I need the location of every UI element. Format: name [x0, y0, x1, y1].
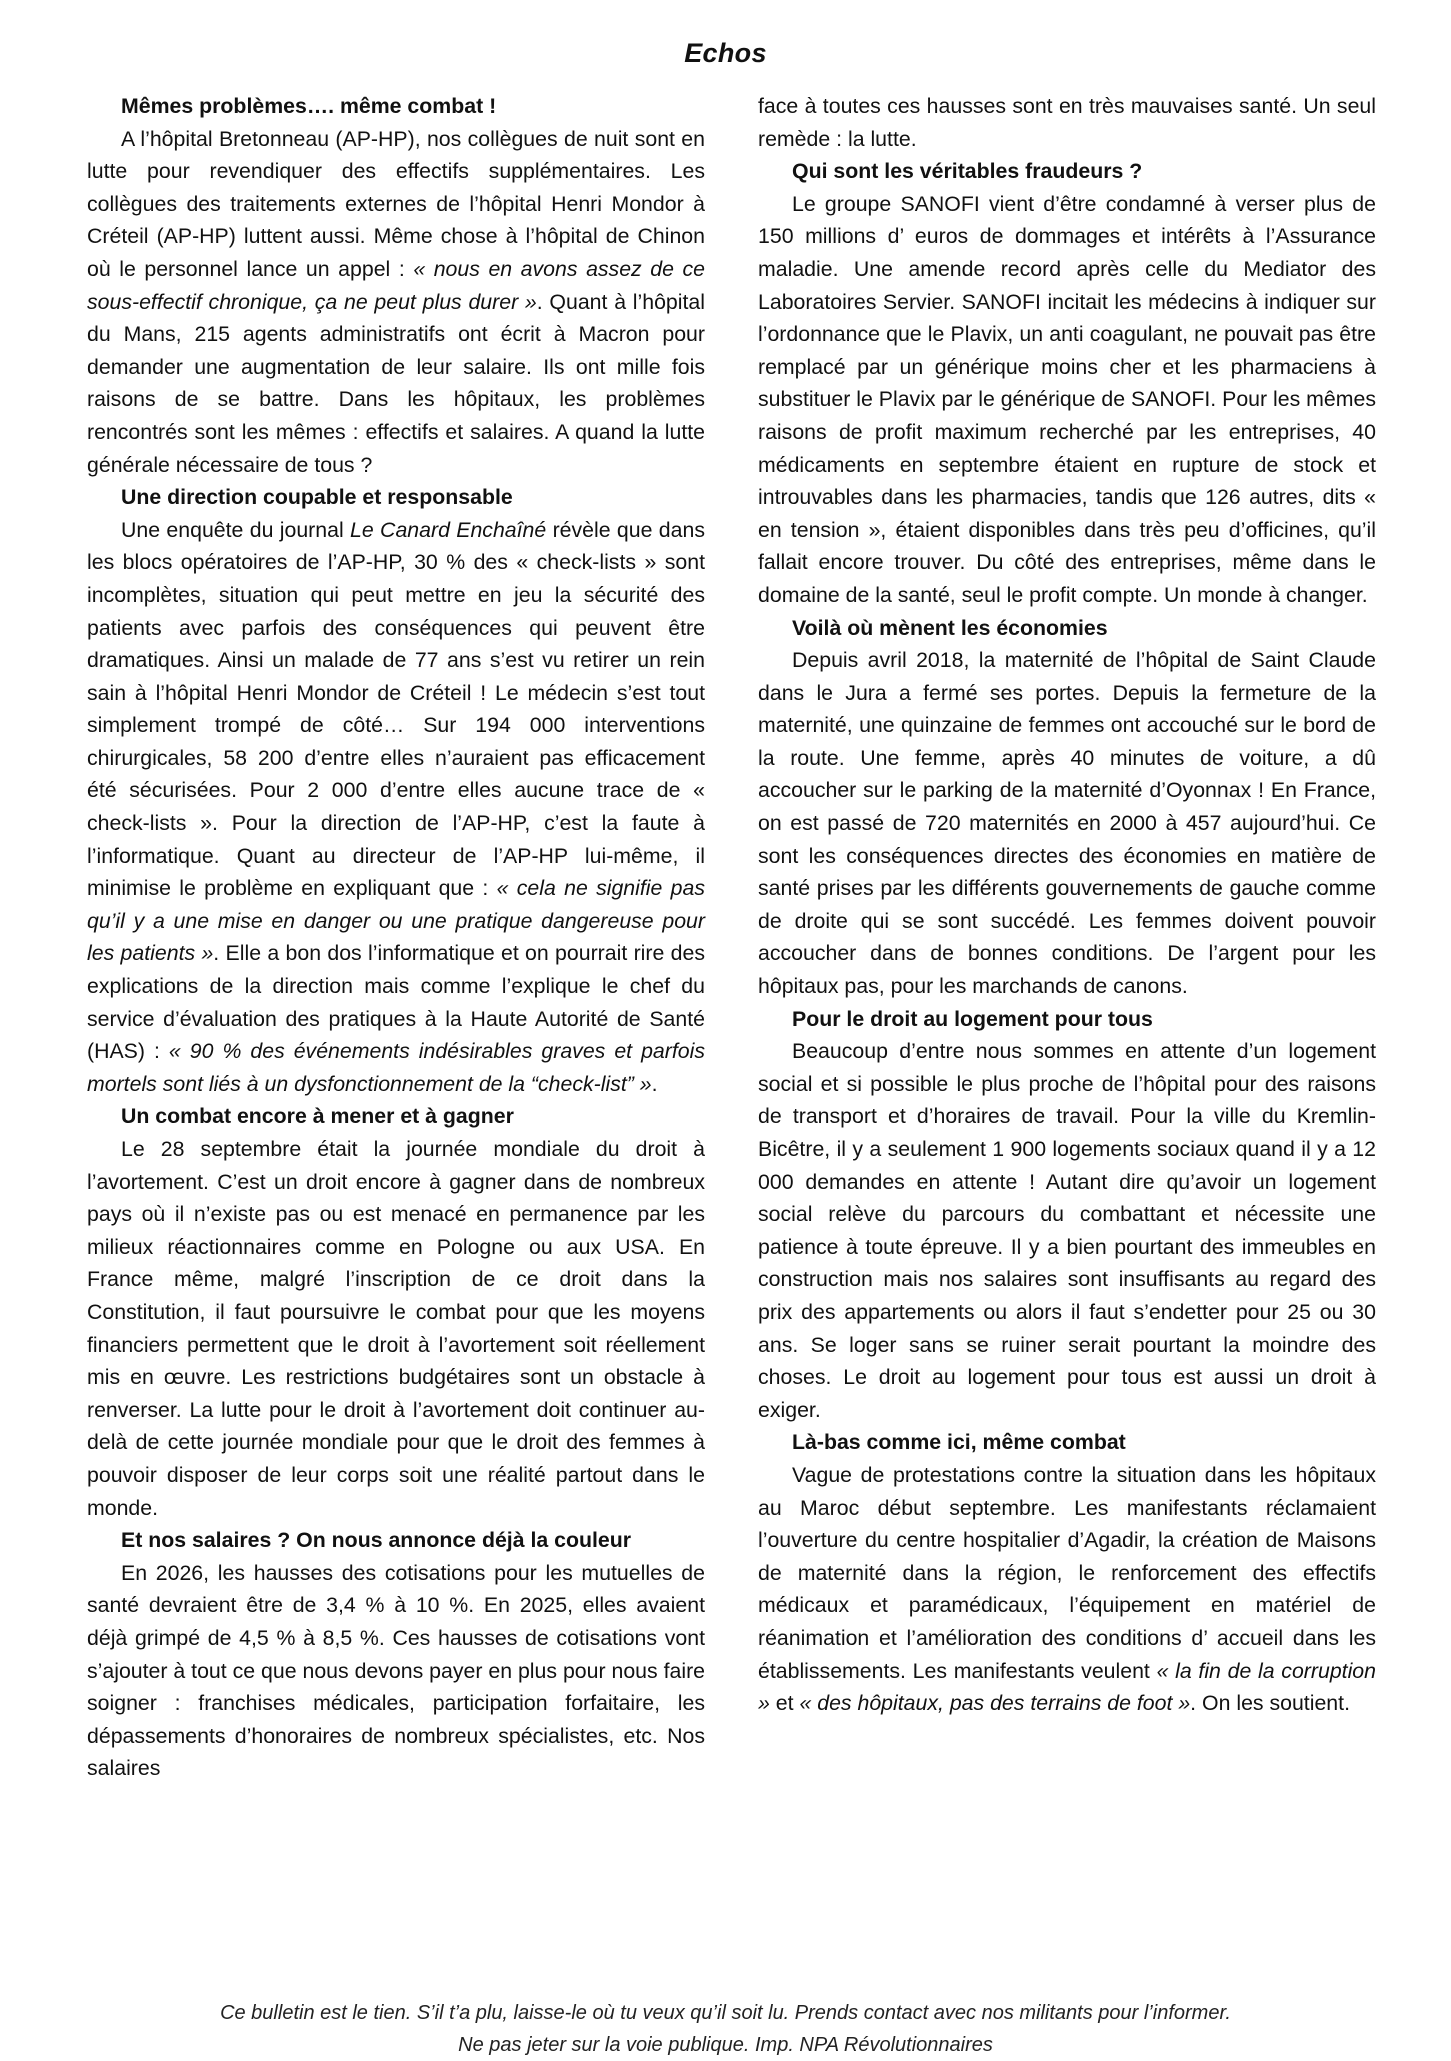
article-heading: Un combat encore à mener et à gagner [121, 1104, 514, 1129]
article-paragraph: Beaucoup d’entre nous sommes en attente d’un logement social et si possible le plus proche de l’hôpital pour des raisons de transport et d’horaires de travail. Pour la ville du Kremlin-Bicêtre, il y a seulement 1 900 logements sociaux quand il y a 12 000 demandes en attente ! Autant dire qu’avoir un logement social relève du parcours du combattant et nécessite une patience à toute épreuve. Il y a bien pourtant des immeubles en construction mais nos salaires sont insuffisants au regard des prix des appartements ou alors il faut s’endetter pour 25 ou 30 ans. Se loger sans se ruiner serait pourtant la moindre des choses. Le droit au logement pour tous est aussi un droit à exiger. [758, 1039, 1376, 1422]
article-paragraph: Le groupe SANOFI vient d’être condamné à verser plus de 150 millions d’ euros de dommages et intérêts à l’Assurance maladie. Une amende record après celle du Mediator des Laboratoires Servier. SANOFI incitait les médecins à indiquer sur l’ordonnance que le Plavix, un anti coagulant, ne pouvait pas être remplacé par un générique moins cher et les pharmaciens à substituer le Plavix par le générique de SANOFI. Pour les mêmes raisons de profit maximum recherché par les entreprises, 40 médicaments en septembre étaient en rupture de stock et introuvables dans les pharmacies, tandis que 126 autres, dits « en tension », étaient disponibles dans très peu d’officines, qu’il fallait encore trouver. Du côté des entreprises, même dans le domaine de la santé, seul le profit compte. Un monde à changer. [758, 191, 1376, 607]
footer-line-2: Ne pas jeter sur la voie publique. Imp. NPA Révolutionnaires [458, 2034, 993, 2056]
page-title: Echos [684, 38, 767, 68]
article-paragraph: En 2026, les hausses des cotisations pour les mutuelles de santé devraient être de 3,4 % à 10 %. En 2025, elles avaient déjà grimpé de 4,5 % à 8,5 %. Ces hausses de cotisations vont s’ajouter à tout ce que nous devons payer en plus pour nous faire soigner : franchises médicales, participation forfaitaire, les dépassements d’honoraires de nombreux spécialistes, etc. Nos salaires [87, 1560, 706, 1781]
article-paragraph-continuation: face à toutes ces hausses sont en très mauvaises santé. Un seul remède : la lutte. [758, 94, 1376, 151]
article-heading: Mêmes problèmes…. même combat ! [121, 94, 497, 118]
article-paragraph: A l’hôpital Bretonneau (AP-HP), nos collègues de nuit sont en lutte pour revendiquer des effectifs supplémentaires. Les collègues des traitements externes de l’hôpital Henri Mondor à Créteil (AP-HP) luttent aussi. Même chose à l’hôpital de Chinon où le personnel lance un appel : « nous en avons assez de ce sous-effectif chronique, ça ne peut plus durer ». Quant à l’hôpital du Mans, 215 agents administratifs ont écrit à Macron pour demander une augmentation de leur salaire. Ils ont mille fois raisons de se battre. Dans les hôpitaux, les problèmes rencontrés sont les mêmes : effectifs et salaires. A quand la lutte générale nécessaire de tous ? [87, 126, 706, 477]
footer [0, 1997, 1451, 2061]
article-paragraph: Depuis avril 2018, la maternité de l’hôpital de Saint Claude dans le Jura a fermé ses portes. Depuis la fermeture de la maternité, une quinzaine de femmes ont accouché sur le bord de la route. Une femme, après 40 minutes de voiture, a dû accoucher sur le parking de la maternité d’Oyonnax ! En France, on est passé de 720 maternités en 2000 à 457 aujourd’hui. Ce sont les conséquences directes des économies en matière de santé prises par les différents gouvernements de gauche comme de droite qui se sont succédé. Les femmes doivent pouvoir accoucher dans de bonnes conditions. De l’argent pour les hôpitaux pas, pour les marchands de canons. [758, 648, 1376, 999]
article-heading: Voilà où mènent les économies [792, 615, 1108, 640]
article-paragraph: Le 28 septembre était la journée mondiale du droit à l’avortement. C’est un droit encore à gagner dans de nombreux pays où il n’existe pas ou est menacé en permanence par les milieux réactionnaires comme en Pologne ou aux USA. En France même, malgré l’inscription de ce droit dans la Constitution, il faut poursuivre le combat pour que les moyens financiers permettent que le droit à l’avortement soit réellement mis en œuvre. Les restrictions budgétaires sont un obstacle à renverser. La lutte pour le droit à l’avortement doit continuer au-delà de cette journée mondiale pour que le droit des femmes à pouvoir disposer de leur corps soit une réalité partout dans le monde. [87, 1137, 705, 1520]
column-left [87, 90, 705, 1785]
article-heading: Là-bas comme ici, même combat [792, 1430, 1126, 1455]
article-heading: Pour le droit au logement pour tous [792, 1006, 1153, 1031]
article-paragraph: Une enquête du journal Le Canard Enchaîné révèle que dans les blocs opératoires de l’AP-HP, 30 % des « check-lists » sont incomplètes, situation qui peut mettre en jeu la sécurité des patients avec parfois des conséquences qui peuvent être dramatiques. Ainsi un malade de 77 ans s’est vu retirer un rein sain à l’hôpital Henri Mondor de Créteil ! Le médecin s’est tout simplement trompé de côté… Sur 194 000 interventions chirurgicales, 58 200 d’entre elles n’auraient pas efficacement été sécurisées. Pour 2 000 d’entre elles aucune trace de « check-lists ». Pour la direction de l’AP-HP, c’est la faute à l’informatique. Quant au directeur de l’AP-HP lui-même, il minimise le problème en expliquant que : « cela ne signifie pas qu’il y a une mise en danger ou une pratique dangereuse pour les patients ». Elle a bon dos l’informatique et on pourrait rire des explications de la direction mais comme l’explique le chef du service d’évaluation des pratiques à la Haute Autorité de Santé (HAS) : « 90 % des événements indésirables graves et parfois mortels sont liés à un dysfonctionnement de la “check-list” ». [87, 517, 706, 1096]
footer-line-1: Ce bulletin est le tien. S’il t’a plu, laisse-le où tu veux qu’il soit lu. Prends contact avec nos militants pour l’informer. [220, 2002, 1231, 2024]
article-paragraph: Vague de protestations contre la situation dans les hôpitaux au Maroc début septembre. Les manifestants réclamaient l’ouverture du centre hospitalier d’Agadir, la création de Maisons de maternité dans la région, le renforcement des effectifs médicaux et paramédicaux, l’équipement en matériel de réanimation et l’amélioration des conditions d’ accueil dans les établissements. Les manifestants veulent « la fin de la corruption » et « des hôpitaux, pas des terrains de foot ». On les soutient. [758, 1462, 1376, 1716]
article-heading: Et nos salaires ? On nous annonce déjà la couleur [121, 1528, 632, 1553]
column-right [758, 90, 1376, 1720]
article-heading: Qui sont les véritables fraudeurs ? [792, 159, 1143, 184]
article-heading: Une direction coupable et responsable [121, 485, 513, 510]
